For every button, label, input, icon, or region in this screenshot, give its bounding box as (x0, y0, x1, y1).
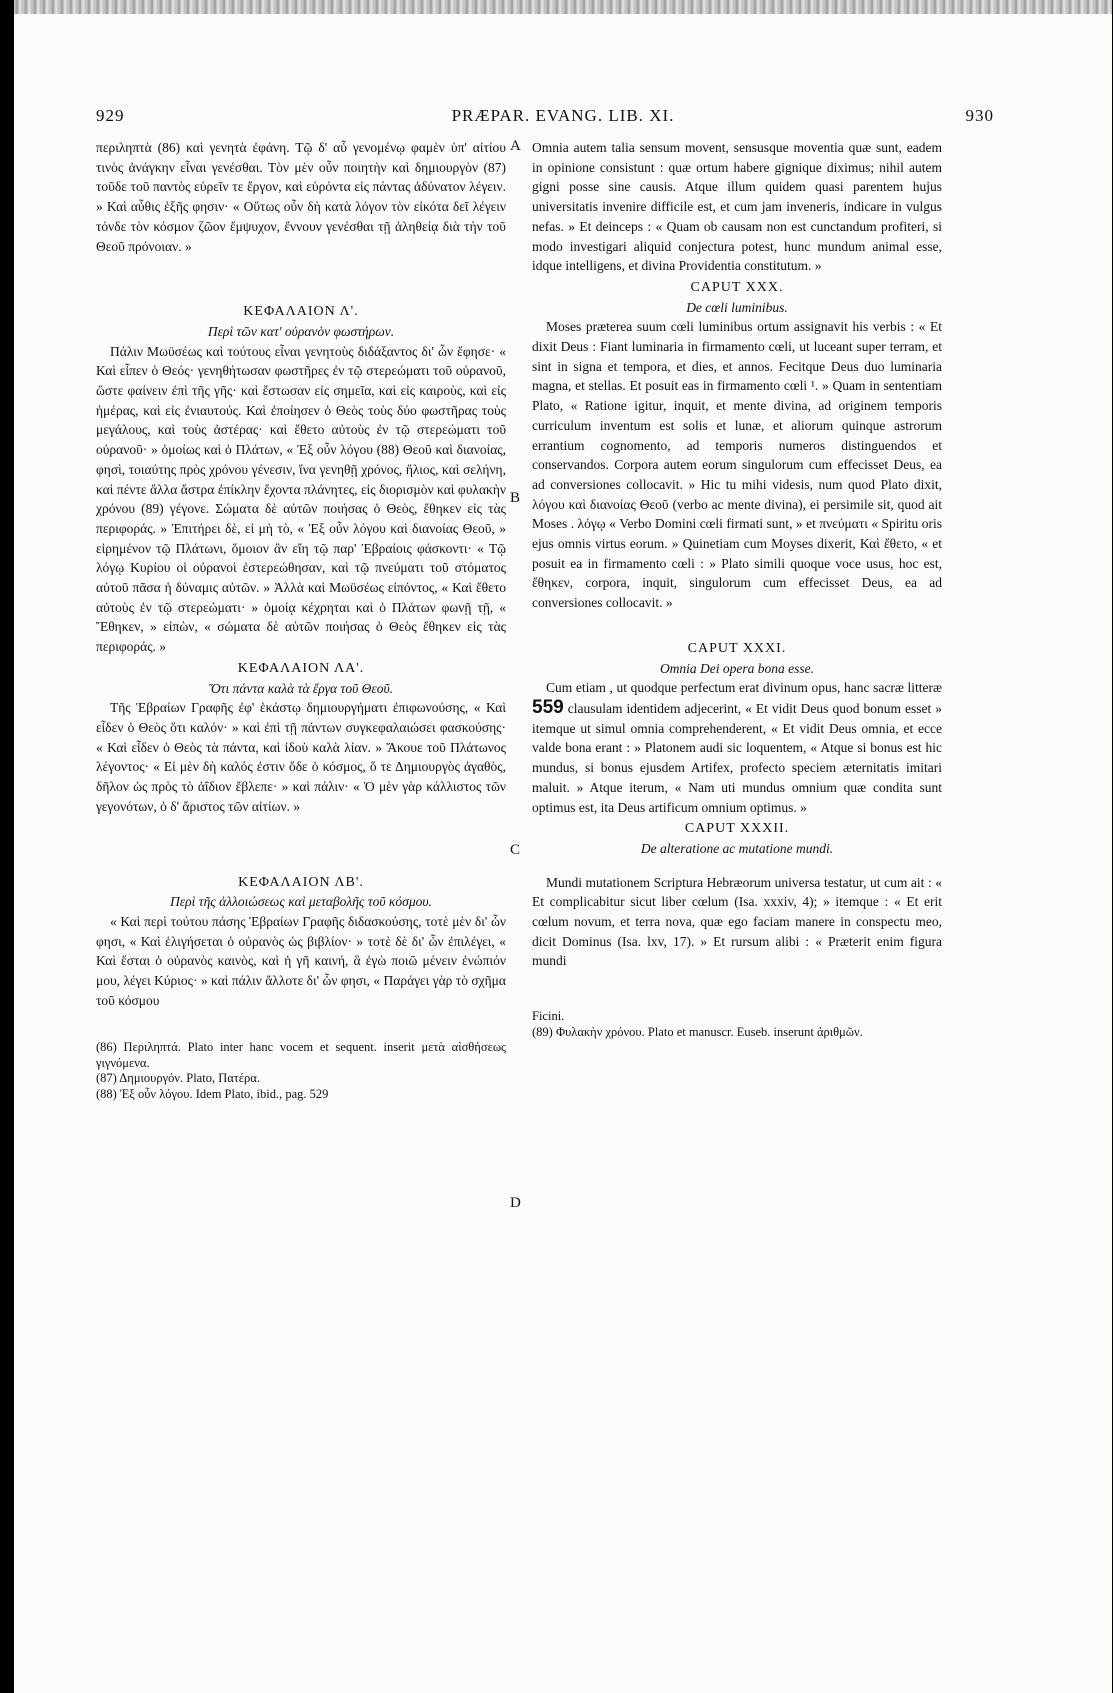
latin-paragraph-2: Moses præterea suum cœli luminibus ortum assignavit his verbis : « Et dixit Deus : Fiant luminaria in firmamento cœli, ut luceant super terram, et sint in signa et tempora, et dies, et annos. Fecitque Deus duo luminaria magna, et stellas. Et posuit eas in firmamento cœli ¹. » Quam in sententiam Plato, « Ratione igitur, inquit, et mente divina, ad originem temporis curriculum inventum est solis et lunæ, et aliorum quinque astrorum errantium cognomento, ad temporis numeros distinguendos et conservandos. Corpora autem eorum singulorum cum effecisset Deus, ea ad conversiones collocavit. » Hic tu mihi videsis, num quod Plato dixit, λόγου καὶ διανοίας Θεοῦ (verbo ac mente divina), ei persimile sit, quod ait Moses . λόγῳ « Verbo Domini cœli firmati sunt, » et πνεύματι « Spiritu oris ejus omnis virtus eorum. » Quinetiam cum Moyses dixerit, Καὶ ἔθετο, « et posuit ea in firmamento cœli : » Plato simili quoque voce usus, hoc est, ἔθηκεν, corpora, inquit, singulorum cum effecisset Deus, ea ad conversiones collocavit. » (532, 319, 942, 611)
latin-paragraph-3 (532, 678, 942, 817)
latin-chapter-32-title: CAPUT XXXII. (684, 821, 790, 837)
latin-chapter-32-subtitle: De alteratione ac mutatione mundi. (640, 840, 834, 856)
greek-column (96, 138, 506, 1102)
latin-paragraph-3-end: clausulam identidem adjecerint, « Et vidit Deus quod bonum esset » itemque ut simul omnia comprehenderent, « Et vidit Deus omnia, et ecce valde bona erant : » Platonem audi sic loquentem, « Atque si bonus est hic mundus, si bonus ejusdem Artifex, profecto speciem æternitatis imitari maluit. » Atque iterum, « Nam uti mundus omnium quæ condita sunt optimus est, ita Deus artificum omnium optimus. » (532, 700, 943, 815)
footnote-88: (88) Ἐξ οὖν λόγου. Idem Plato, ibid., pag. 529 (96, 1086, 329, 1101)
greek-chapter-31-title: ΚΕΦΑΛΑΙΟΝ ΛΑ'. (237, 660, 365, 676)
greek-chapter-30-title: ΚΕΦΑΛΑΙΟΝ Λ'. (243, 304, 359, 320)
latin-chapter-31-subtitle: Omnia Dei opera bona esse. (659, 660, 815, 676)
greek-paragraph-1: περιληπτὰ (86) καὶ γενητὰ ἐφάνη. Τῷ δ' αὖ γενομένῳ φαμὲν ὑπ' αἰτίου τινὸς ἀνάγκην εἶναι γενέσθαι. Τὸν μὲν οὖν ποιητὴν καὶ δημιουργὸν (87) τοῦδε τοῦ παντὸς εὑρεῖν τε ἔργον, καὶ εὑρόντα εἰς πάντας ἀδύνατον λέγειν. » Καὶ αὖθις ἑξῆς φησιν· « Οὕτως οὖν δὴ κατὰ λόγον τὸν εἰκότα δεῖ λέγειν τόνδε τὸν κόσμον ζῶον ἔμψυχον, ἔννουν γενέσθαι τῇ ἀληθείᾳ διὰ τὴν τοῦ Θεοῦ πρόνοιαν. » (96, 140, 506, 254)
footnote-86: (86) Περιληπτά. Plato inter hanc vocem et sequent. inserit μετὰ αἰσθήσεως γιγνόμενα. (96, 1040, 506, 1070)
ficini-note: Ficini. (532, 1009, 565, 1024)
column-number: 559 (532, 696, 564, 718)
latin-column (532, 138, 942, 1040)
greek-chapter-31-subtitle: Ὅτι πάντα καλὰ τὰ ἔργα τοῦ Θεοῦ. (208, 680, 394, 696)
greek-paragraph-4: « Καὶ περὶ τούτου πάσης Ἑβραίων Γραφῆς διδασκούσης, τοτὲ μὲν δι' ὧν φησι, « Καὶ ἑλιγήσεται ὁ οὐρανὸς ὡς βιβλίον· » τοτὲ δὲ δι' ὧν ἐπιλέγει, « Καὶ ἔσται ὁ οὐρανὸς καινὸς, καὶ ἡ γῆ καινή, ἃ ἐγὼ ποιῶ μένειν ἐνώπιόν μου, λέγει Κύριος· » καὶ πάλιν ἄλλοτε δι' ὧν φησι, « Παράγει γὰρ τὸ σχῆμα τοῦ κόσμου (96, 913, 506, 1008)
page-header (14, 106, 1112, 130)
margin-letter-c: C (510, 842, 521, 858)
footnote-87: (87) Δημιουργόν. Plato, Πατέρα. (96, 1071, 260, 1086)
greek-chapter-32-title: ΚΕΦΑΛΑΙΟΝ ΛΒ'. (238, 874, 364, 890)
running-title: PRÆPAR. EVANG. LIB. XI. (451, 106, 675, 125)
latin-paragraph-4: Mundi mutationem Scriptura Hebræorum universa testatur, ut cum ait : « Et complicabitur sicut liber cœlum (Isa. xxxiv, 4); » itemque : « Et erit cœlum novum, et terra nova, quæ ego faciam manere in conspectu meo, dicit Dominus (Isa. lxv, 17). » Et rursum alibi : « Præterit enim figura mundi (532, 874, 942, 969)
latin-chapter-30-title: CAPUT XXX. (690, 279, 784, 295)
latin-paragraph-3-start: Cum etiam , ut quodque perfectum erat divinum opus, hanc sacræ litteræ (546, 680, 942, 696)
latin-chapter-30-subtitle: De cœli luminibus. (686, 299, 788, 315)
footnote-89: (89) Φυλακὴν χρόνου. Plato et manuscr. Euseb. inserunt ἀριθμῶν. (532, 1024, 863, 1039)
greek-paragraph-3: Τῆς Ἑβραίων Γραφῆς ἐφ' ἑκάστῳ δημιουργήματι ἐπιφωνούσης, « Καὶ εἶδεν ὁ Θεὸς ὅτι καλόν· » καὶ ἐπὶ τῇ πάντων συγκεφαλαιώσει φασκούσης· « Καὶ εἶδεν ὁ Θεὸς τὰ πάντα, καὶ ἰδοὺ καλὰ λίαν. » Ἄκουε τοῦ Πλάτωνος λέγοντος· « Εἰ μὲν δὴ καλός ἐστιν ὅδε ὁ κόσμος, ὅ τε Δημιουργὸς ἀγαθὸς, δῆλον ὡς πρὸς τὸ ἀΐδιον ἔβλεπε· » καὶ πάλιν· « Ὁ μὲν γὰρ κάλλιστος τῶν γεγονότων, ὁ δ' ἄριστος τῶν αἰτίων. » (96, 700, 506, 814)
latin-chapter-31-title: CAPUT XXXI. (687, 640, 787, 656)
margin-letter-d: D (510, 1195, 521, 1211)
latin-paragraph-1: Omnia autem talia sensum movent, sensusque moventia quæ sunt, eadem in opinione consistunt : quæ ortum habere gignique diximus; nihil autem gigni posse sine causis. Atque illum quidem quasi parentem hujus universitatis invenire difficile est, et cum jam inveneris, indicare in vulgus nefas. » Et deinceps : « Quam ob causam non est cunctandum profiteri, si modo investigari aliquid conjectura potest, hunc mundum animal esse, idque intelligens, et divina Providentia constitutum. » (532, 140, 942, 274)
margin-letter-b: B (510, 490, 521, 506)
scan-edge (14, 0, 1112, 14)
left-page-number: 929 (96, 106, 125, 125)
greek-chapter-30-subtitle: Περὶ τῶν κατ' οὐρανὸν φωστήρων. (207, 323, 395, 339)
margin-letter-a: A (510, 138, 521, 154)
document-page (14, 0, 1112, 1693)
greek-paragraph-2: Πάλιν Μωϋσέως καὶ τούτους εἶναι γενητοὺς διδάξαντος δι' ὧν ἔφησε· « Καὶ εἶπεν ὁ Θεός· γενηθήτωσαν φωστῆρες ἐν τῷ στερεώματι τοῦ οὐρανοῦ, ὥστε φαίνειν ἐπὶ τῆς γῆς· καὶ ἔστωσαν εἰς σημεῖα, καὶ εἰς καιροὺς, καὶ εἰς ἡμέρας, καὶ εἰς ἐνιαυτούς. Καὶ ἐποίησεν ὁ Θεὸς τοὺς δύο φωστῆρας τοὺς μεγάλους, καὶ τοὺς ἀστέρας· καὶ ἔθετο αὐτοὺς ἐν τῷ στερεώματι τοῦ οὐρανοῦ· » ὁμοίως καὶ ὁ Πλάτων, « Ἐξ οὖν λόγου (88) Θεοῦ καὶ διανοίας, φησὶ, τοιαύτης πρὸς χρόνου γένεσιν, ἵνα γενηθῇ χρόνος, ἥλιος, καὶ σελήνη, καὶ πέντε ἄλλα ἄστρα ἐπίκλην ἔχοντα πλάνητες, εἰς διορισμὸν καὶ φυλακὴν χρόνου (89) γέγονε. Σώματα δὲ αὐτῶν ποιήσας ὁ Θεὸς, ἔθηκεν εἰς τὰς περιφοράς. » Ἐπιτήρει δὲ, εἰ μὴ τὸ, « Ἐξ οὖν λόγου καὶ διανοίας Θεοῦ, » εἰρημένον τῷ Πλάτωνι, ὅμοιον ἂν εἴη τῷ παρ' Ἑβραίοις φάσκοντι· « Τῷ λόγῳ Κυρίου οἱ οὐρανοὶ ἐστερεώθησαν, καὶ τῷ πνεύματι τοῦ στόματος αὐτοῦ πᾶσα ἡ δύναμις αὐτῶν. » Ἀλλὰ καὶ Μωϋσέως εἰπόντος, « Καὶ ἔθετο αὐτοὺς ἐν τῷ στερεώματι· » ὁμοίᾳ κέχρηται καὶ ὁ Πλάτων φωνῇ τῇ, « Ἔθηκεν, » εἰπὼν, « σώματα δὲ αὐτῶν ποιήσας ὁ Θεὸς ἔθηκεν εἰς τὰς περιφοράς. » (96, 343, 506, 655)
right-page-number: 930 (965, 106, 994, 125)
greek-chapter-32-subtitle: Περὶ τῆς ἀλλοιώσεως καὶ μεταβολῆς τοῦ κόσμου. (170, 894, 432, 910)
